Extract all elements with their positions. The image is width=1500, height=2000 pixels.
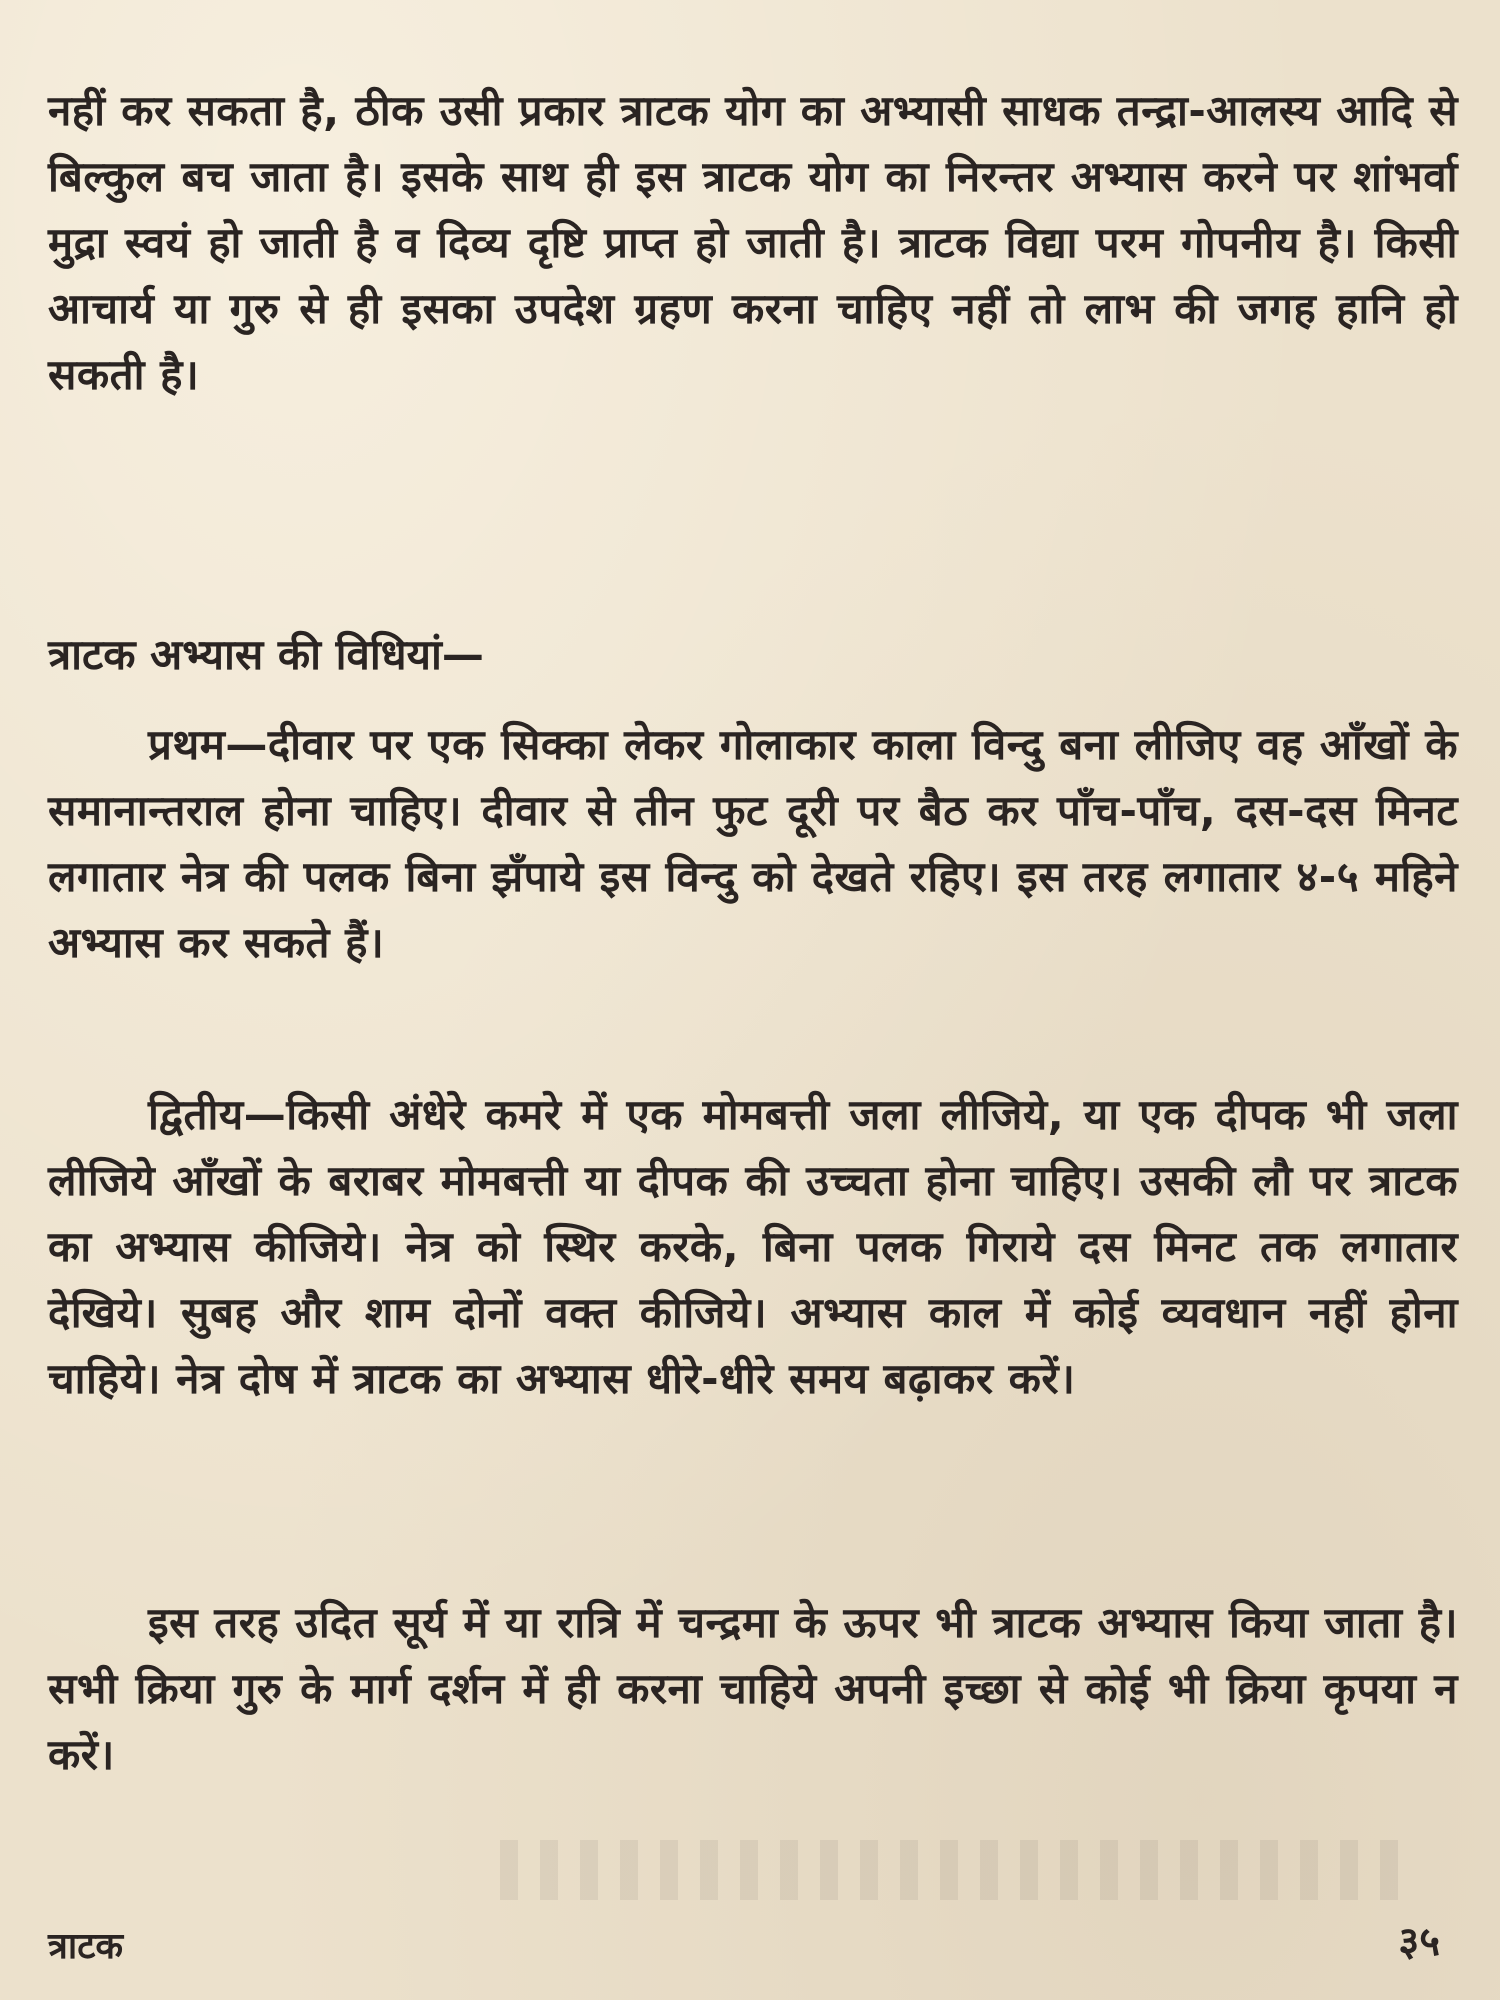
section-heading: त्राटक अभ्यास की विधियां— xyxy=(48,630,484,679)
show-through-texture xyxy=(500,1840,1400,1900)
running-title: त्राटक xyxy=(48,1926,123,1967)
paragraph-intro: नहीं कर सकता है, ठीक उसी प्रकार त्राटक योग का अभ्यासी साधक तन्द्रा-आलस्य आदि से बिल्कुल बच जाता है। इसके साथ ही इस त्राटक योग का निरन्तर अभ्यास करने पर शांभर्वा मुद्रा स्वयं हो जाती है व दिव्य दृष्टि प्राप्त हो जाती है। त्राटक विद्या परम गोपनीय है। किसी आचार्य या गुरु से ही इसका उपदेश ग्रहण करना चाहिए नहीं तो लाभ की जगह हानि हो सकती है। xyxy=(48,86,1458,399)
paragraph-closing: इस तरह उदित सूर्य में या रात्रि में चन्द्रमा के ऊपर भी त्राटक अभ्यास किया जाता है। सभी क्रिया गुरु के मार्ग दर्शन में ही करना चाहिये अपनी इच्छा से कोई भी क्रिया कृपया न करें। xyxy=(48,1598,1458,1779)
page-number: ३५ xyxy=(1398,1919,1440,1965)
paragraph-method-first: प्रथम—दीवार पर एक सिक्का लेकर गोलाकार काला विन्दु बना लीजिए वह आँखों के समानान्तराल होना चाहिए। दीवार से तीन फुट दूरी पर बैठ कर पाँच-पाँच, दस-दस मिनट लगातार नेत्र की पलक बिना झँपाये इस विन्दु को देखते रहिए। इस तरह लगातार ४-५ महिने अभ्यास कर सकते हैं। xyxy=(48,720,1458,967)
paragraph-method-second: द्वितीय—किसी अंधेरे कमरे में एक मोमबत्ती जला लीजिये, या एक दीपक भी जला लीजिये आँखों के बराबर मोमबत्ती या दीपक की उच्चता होना चाहिए। उसकी लौ पर त्राटक का अभ्यास कीजिये। नेत्र को स्थिर करके, बिना पलक गिराये दस मिनट तक लगातार देखिये। सुबह और शाम दोनों वक्त कीजिये। अभ्यास काल में कोई व्यवधान नहीं होना चाहिये। नेत्र दोष में त्राटक का अभ्यास धीरे-धीरे समय बढ़ाकर करें। xyxy=(48,1090,1458,1403)
